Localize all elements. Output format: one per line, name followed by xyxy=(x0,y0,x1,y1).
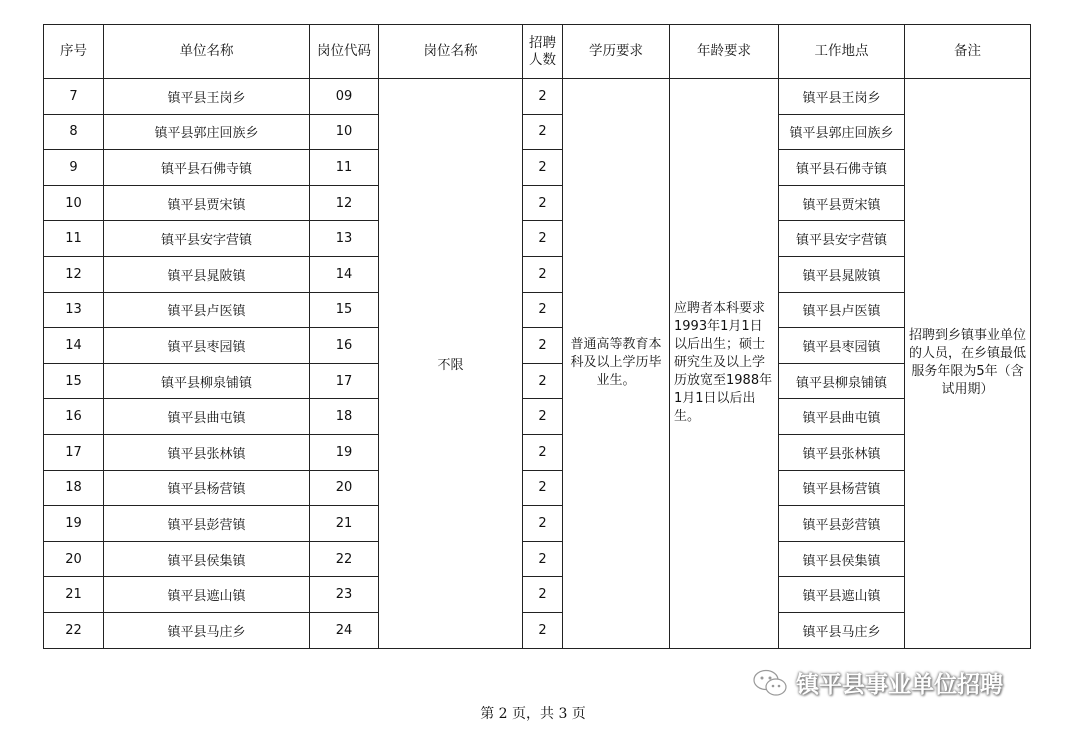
cell-code: 12 xyxy=(310,185,379,221)
header-code: 岗位代码 xyxy=(310,25,379,79)
cell-notes-merged: 招聘到乡镇事业单位的人员，在乡镇最低服务年限为5年（含试用期） xyxy=(905,79,1031,649)
cell-code: 11 xyxy=(310,150,379,186)
cell-no: 17 xyxy=(44,434,104,470)
table-row xyxy=(44,150,1031,186)
cell-unit: 镇平县侯集镇 xyxy=(104,541,310,577)
table-row xyxy=(44,114,1031,150)
cell-location: 镇平县侯集镇 xyxy=(779,541,905,577)
cell-unit: 镇平县晁陂镇 xyxy=(104,256,310,292)
cell-edu-merged: 普通高等教育本科及以上学历毕业生。 xyxy=(563,79,670,649)
cell-unit: 镇平县曲屯镇 xyxy=(104,399,310,435)
table-row xyxy=(44,79,1031,115)
header-no: 序号 xyxy=(44,25,104,79)
table-row xyxy=(44,399,1031,435)
cell-code: 24 xyxy=(310,612,379,648)
cell-code: 13 xyxy=(310,221,379,257)
cell-no: 12 xyxy=(44,256,104,292)
cell-unit: 镇平县王岗乡 xyxy=(104,79,310,115)
table-row xyxy=(44,363,1031,399)
cell-no: 14 xyxy=(44,328,104,364)
table-row xyxy=(44,506,1031,542)
table-row xyxy=(44,292,1031,328)
cell-count: 2 xyxy=(523,292,563,328)
cell-code: 09 xyxy=(310,79,379,115)
cell-location: 镇平县郭庄回族乡 xyxy=(779,114,905,150)
cell-count: 2 xyxy=(523,434,563,470)
table-row xyxy=(44,328,1031,364)
cell-unit: 镇平县贾宋镇 xyxy=(104,185,310,221)
header-age: 年龄要求 xyxy=(670,25,779,79)
cell-no: 9 xyxy=(44,150,104,186)
cell-no: 16 xyxy=(44,399,104,435)
cell-count: 2 xyxy=(523,612,563,648)
cell-code: 23 xyxy=(310,577,379,613)
cell-unit: 镇平县郭庄回族乡 xyxy=(104,114,310,150)
header-row xyxy=(44,25,1031,79)
cell-count: 2 xyxy=(523,506,563,542)
cell-unit: 镇平县石佛寺镇 xyxy=(104,150,310,186)
cell-unit: 镇平县马庄乡 xyxy=(104,612,310,648)
cell-unit: 镇平县安字营镇 xyxy=(104,221,310,257)
cell-unit: 镇平县枣园镇 xyxy=(104,328,310,364)
cell-count: 2 xyxy=(523,150,563,186)
cell-code: 22 xyxy=(310,541,379,577)
header-count: 招聘人数 xyxy=(523,25,563,79)
watermark-text: 镇平县事业单位招聘 xyxy=(796,672,1003,698)
cell-count: 2 xyxy=(523,256,563,292)
cell-count: 2 xyxy=(523,363,563,399)
cell-location: 镇平县卢医镇 xyxy=(779,292,905,328)
cell-count: 2 xyxy=(523,470,563,506)
cell-no: 11 xyxy=(44,221,104,257)
cell-unit: 镇平县彭营镇 xyxy=(104,506,310,542)
cell-no: 8 xyxy=(44,114,104,150)
cell-unit: 镇平县杨营镇 xyxy=(104,470,310,506)
table-row xyxy=(44,256,1031,292)
watermark xyxy=(752,666,1003,699)
cell-no: 22 xyxy=(44,612,104,648)
cell-location: 镇平县枣园镇 xyxy=(779,328,905,364)
cell-location: 镇平县杨营镇 xyxy=(779,470,905,506)
header-edu: 学历要求 xyxy=(563,25,670,79)
cell-code: 19 xyxy=(310,434,379,470)
recruitment-table xyxy=(43,24,1031,649)
table-body xyxy=(44,79,1031,649)
cell-code: 16 xyxy=(310,328,379,364)
table-row xyxy=(44,470,1031,506)
cell-count: 2 xyxy=(523,399,563,435)
header-unit: 单位名称 xyxy=(104,25,310,79)
cell-post-merged: 不限 xyxy=(379,79,523,649)
cell-location: 镇平县遮山镇 xyxy=(779,577,905,613)
cell-unit: 镇平县张林镇 xyxy=(104,434,310,470)
cell-age-merged: 应聘者本科要求1993年1月1日以后出生；硕士研究生及以上学历放宽至1988年1月1日以后出生。 xyxy=(670,79,779,649)
table-row xyxy=(44,434,1031,470)
cell-location: 镇平县彭营镇 xyxy=(779,506,905,542)
cell-count: 2 xyxy=(523,221,563,257)
table-row xyxy=(44,185,1031,221)
table-row xyxy=(44,541,1031,577)
cell-no: 15 xyxy=(44,363,104,399)
table-row xyxy=(44,612,1031,648)
cell-location: 镇平县贾宋镇 xyxy=(779,185,905,221)
cell-code: 20 xyxy=(310,470,379,506)
cell-code: 14 xyxy=(310,256,379,292)
cell-count: 2 xyxy=(523,328,563,364)
cell-count: 2 xyxy=(523,114,563,150)
cell-location: 镇平县曲屯镇 xyxy=(779,399,905,435)
cell-count: 2 xyxy=(523,541,563,577)
table-row xyxy=(44,221,1031,257)
cell-count: 2 xyxy=(523,79,563,115)
cell-no: 13 xyxy=(44,292,104,328)
cell-code: 21 xyxy=(310,506,379,542)
cell-count: 2 xyxy=(523,185,563,221)
cell-location: 镇平县石佛寺镇 xyxy=(779,150,905,186)
cell-no: 20 xyxy=(44,541,104,577)
header-post: 岗位名称 xyxy=(379,25,523,79)
cell-code: 15 xyxy=(310,292,379,328)
table-row xyxy=(44,577,1031,613)
cell-code: 10 xyxy=(310,114,379,150)
cell-location: 镇平县柳泉铺镇 xyxy=(779,363,905,399)
cell-location: 镇平县马庄乡 xyxy=(779,612,905,648)
header-notes: 备注 xyxy=(905,25,1031,79)
cell-unit: 镇平县柳泉铺镇 xyxy=(104,363,310,399)
cell-unit: 镇平县遮山镇 xyxy=(104,577,310,613)
cell-no: 10 xyxy=(44,185,104,221)
cell-no: 21 xyxy=(44,577,104,613)
cell-location: 镇平县张林镇 xyxy=(779,434,905,470)
page-footer: 第 2 页，共 3 页 xyxy=(480,706,586,722)
cell-location: 镇平县晁陂镇 xyxy=(779,256,905,292)
wechat-icon xyxy=(752,668,788,698)
cell-count: 2 xyxy=(523,577,563,613)
cell-no: 7 xyxy=(44,79,104,115)
header-location: 工作地点 xyxy=(779,25,905,79)
cell-no: 19 xyxy=(44,506,104,542)
cell-location: 镇平县安字营镇 xyxy=(779,221,905,257)
cell-no: 18 xyxy=(44,470,104,506)
cell-unit: 镇平县卢医镇 xyxy=(104,292,310,328)
cell-location: 镇平县王岗乡 xyxy=(779,79,905,115)
cell-code: 17 xyxy=(310,363,379,399)
cell-code: 18 xyxy=(310,399,379,435)
